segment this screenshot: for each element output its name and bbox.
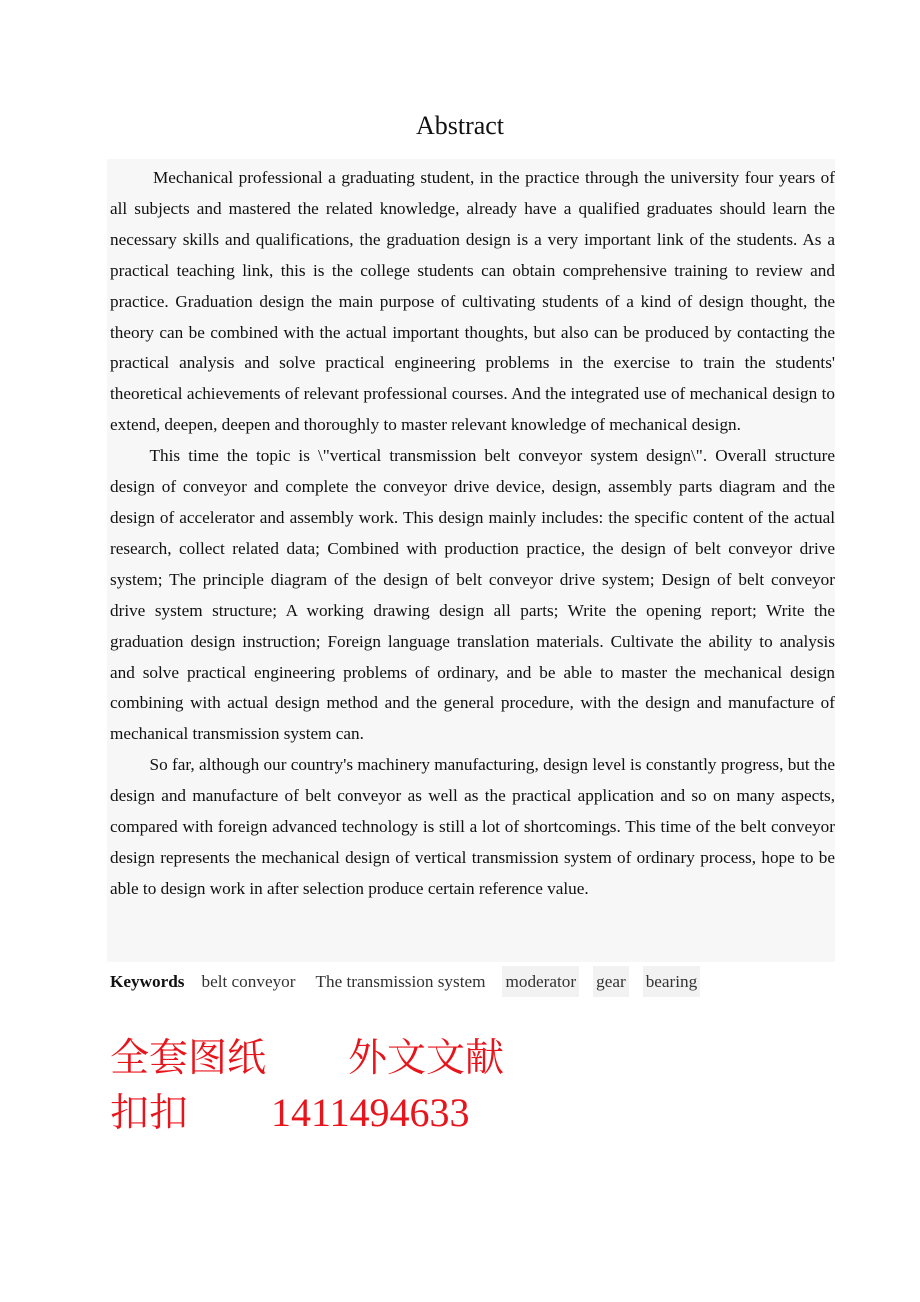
keywords-line [110, 966, 830, 997]
abstract-body [107, 159, 835, 962]
keyword-transmission-system: The transmission system [315, 972, 486, 991]
keywords-label: Keywords [110, 972, 185, 991]
abstract-paragraph-2: This time the topic is \"vertical transmission belt conveyor system design\". Overall structure design of conveyor and complete the conveyor drive device, design, assembly parts diagram and the design of accelerator and assembly work. This design mainly includes: the specific content of the actual research, collect related data; Combined with production practice, the design of belt conveyor drive system; The principle diagram of the design of belt conveyor drive system; Design of belt conveyor drive system structure; A working drawing design all parts; Write the opening report; Write the graduation design instruction; Foreign language translation materials. Cultivate the ability to analysis and solve practical engineering problems of ordinary, and be able to master the mechanical design combining with actual design method and the general procedure, with the design and manufacture of mechanical transmission system can. [110, 446, 835, 744]
abstract-paragraph-3: So far, although our country's machinery manufacturing, design level is constantly progress, but the design and manufacture of belt conveyor as well as the practical application and so on many aspects, compared with foreign advanced technology is still a lot of shortcomings. This time of the belt conveyor design represents the mechanical design of vertical transmission system of ordinary process, hope to be able to design work in after selection produce certain reference value. [110, 755, 835, 898]
keyword-belt-conveyor: belt conveyor [201, 972, 296, 991]
keyword-gear: gear [593, 966, 629, 997]
promo-line-contact [110, 1088, 470, 1139]
keyword-bearing: bearing [643, 966, 701, 997]
promo-full-drawings: 全套图纸 [110, 1036, 267, 1081]
promo-qq-number: 1411494633 [271, 1090, 470, 1135]
promo-line-drawings [110, 1034, 504, 1084]
promo-qq-label: 扣扣 [110, 1091, 189, 1136]
page-title: Abstract [415, 111, 505, 140]
abstract-paragraph-1: Mechanical professional a graduating student, in the practice through the university four years of all subjects and mastered the related knowledge, already have a qualified graduates should learn the necessary skills and qualifications, the graduation design is a very important link of the students. As a practical teaching link, this is the college students can obtain comprehensive training to review and practice. Graduation design the main purpose of cultivating students of a kind of design thought, the theory can be combined with the actual important thoughts, but also can be produced by contacting the practical analysis and solve practical engineering problems in the exercise to train the students' theoretical achievements of relevant professional courses. And the integrated use of mechanical design to extend, deepen, deepen and thoroughly to master relevant knowledge of mechanical design. [110, 168, 835, 435]
promo-foreign-literature: 外文文献 [348, 1036, 505, 1081]
keyword-moderator: moderator [502, 966, 579, 997]
